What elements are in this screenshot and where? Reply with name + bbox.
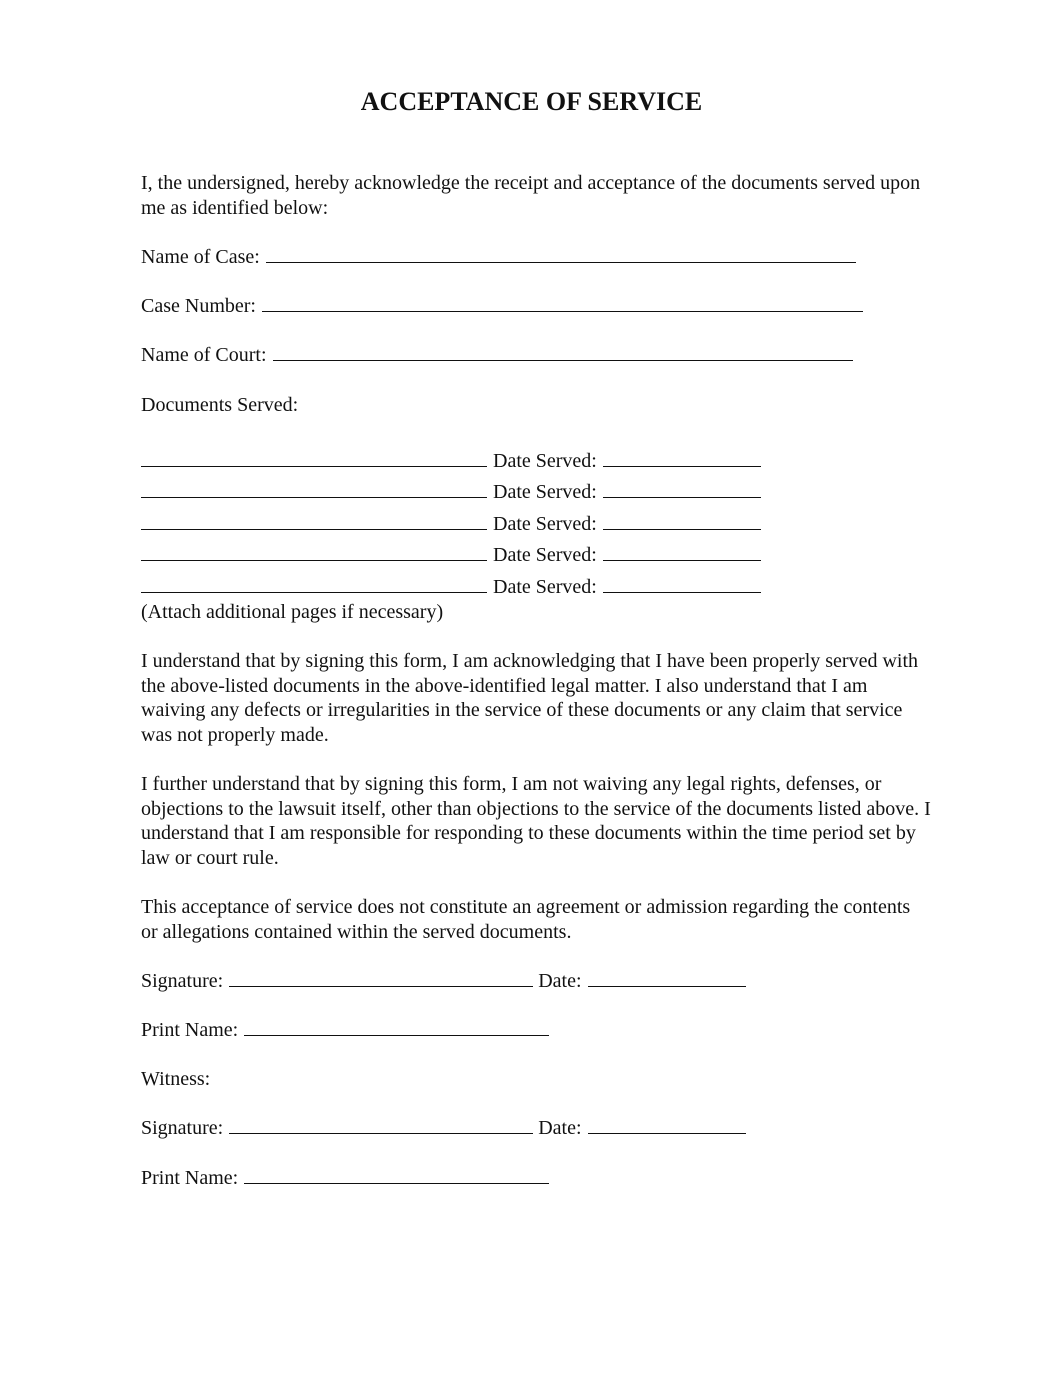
witness-print-name-label: Print Name: [141,1167,239,1189]
acknowledgement-paragraph: I understand that by signing this form, I am acknowledging that I have been properly served with the above-listed documents in the above-identified legal matter. I also understand that I am waiving any defects or irregularities in the service of these documents or any claim that service was not properly made. [141,650,919,746]
document-row [141,512,761,536]
date-served-blank[interactable] [603,543,761,561]
date-label: Date: [538,970,582,992]
witness-signature-label: Signature: [141,1117,224,1139]
document-name-blank[interactable] [141,512,487,530]
document-row [141,449,761,473]
print-name-label: Print Name: [141,1019,239,1041]
signature-label: Signature: [141,970,224,992]
rights-paragraph: I further understand that by signing this form, I am not waiving any legal rights, defenses, or objections to the lawsuit itself, other than objections to the service of the documents listed above. I understand that I am responsible for responding to these documents within the time period set by law or court rule. [141,773,931,869]
date-served-label: Date Served: [493,450,597,472]
case-number-field [141,294,863,319]
case-number-label: Case Number: [141,295,256,317]
case-name-label: Name of Case: [141,246,260,268]
document-row [141,575,761,599]
date-served-blank[interactable] [603,449,761,467]
witness-date-blank[interactable] [588,1116,746,1134]
witness-signature-line [141,1116,746,1141]
witness-date-label: Date: [538,1117,582,1139]
no-admission-paragraph: This acceptance of service does not constitute an agreement or admission regarding the contents or allegations contained within the served documents. [141,896,911,943]
signature-blank[interactable] [229,969,533,987]
document-name-blank[interactable] [141,575,487,593]
case-number-blank[interactable] [262,294,863,312]
court-name-blank[interactable] [273,343,853,361]
document-row [141,543,761,567]
print-name-blank[interactable] [244,1018,549,1036]
witness-print-name-blank[interactable] [244,1166,549,1184]
document-title: ACCEPTANCE OF SERVICE [360,87,703,116]
case-name-blank[interactable] [266,245,856,263]
date-served-blank[interactable] [603,480,761,498]
document-name-blank[interactable] [141,543,487,561]
intro-paragraph: I, the undersigned, hereby acknowledge the receipt and acceptance of the documents served upon me as identified below: [141,172,921,219]
date-served-label: Date Served: [493,481,597,503]
witness-heading: Witness: [141,1068,211,1090]
document-name-blank[interactable] [141,480,487,498]
documents-served-label: Documents Served: [141,394,299,416]
date-served-label: Date Served: [493,544,597,566]
date-served-blank[interactable] [603,575,761,593]
court-name-label: Name of Court: [141,344,267,366]
signatory-print-name-line [141,1018,549,1043]
witness-print-name-line [141,1166,549,1191]
attach-note: (Attach additional pages if necessary) [141,601,444,623]
date-blank[interactable] [588,969,746,987]
case-name-field [141,245,856,270]
date-served-blank[interactable] [603,512,761,530]
signatory-signature-line [141,969,746,994]
court-name-field [141,343,853,368]
date-served-label: Date Served: [493,513,597,535]
date-served-label: Date Served: [493,576,597,598]
document-name-blank[interactable] [141,449,487,467]
document-row [141,480,761,504]
witness-signature-blank[interactable] [229,1116,533,1134]
